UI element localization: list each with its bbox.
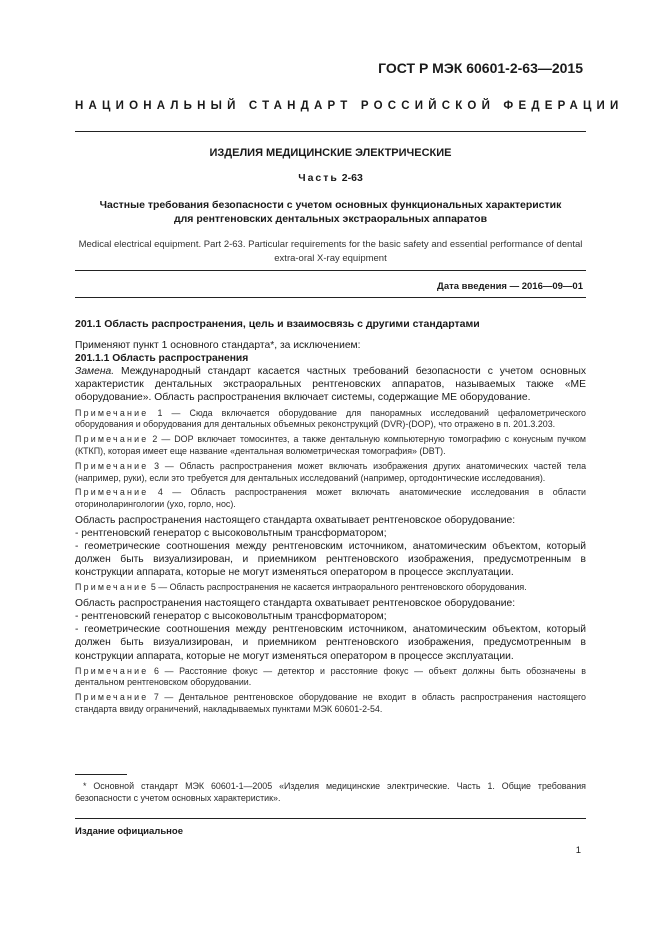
official-edition-label: Издание официальное [75,826,183,837]
replacement-label: Замена. [75,366,115,378]
note-text: 6 — Расстояние фокус — детектор и расстояние фокус — объект должны быть обозначены в дентальном рентгеновском оборудовании. [75,665,586,688]
note-text: 7 — Дентальное рентгеновское оборудование не входит в область распространения настоящего стандарта ввиду ограничений, накладываемых пунктами МЭК 60601-2-54. [75,692,586,715]
note-text: 2 — DOP включает томосинтез, а также дентальную компьютерную томографию с конусным пучком (КТКП), которая имеет еще название «дентальная волюметрическая томография» (DBT). [75,434,586,456]
scope-item-generator: - рентгеновский генератор с высоковольтным трансформатором; [75,528,387,540]
scope-paragraph: Область распространения настоящего стандарта охватывает рентгеновское оборудование: [75,514,516,526]
note-text: 1 — Сюда включается оборудование для панорамных исследований цефалометрического оборудования и оборудования для дентальных объемных реконструкций (DVR)-(DOP), что отражено в п. 201.3.203. [75,407,586,430]
document-subtitle [60,198,601,226]
national-standard-heading: НАЦИОНАЛЬНЫЙ СТАНДАРТ РОССИЙСКОЙ ФЕДЕРАЦИИ [75,100,624,112]
apply-paragraph: Применяют пункт 1 основного стандарта*, за исключением: [75,340,361,352]
note-label: Примечание [75,582,149,593]
subtitle-line-2: для рентгеновских дентальных экстраоральных аппаратов [173,213,488,225]
scope-item-geometry: - геометрические соотношения между рентгеновским источником, анатомическим объектом, который должен быть визуализирован, и приемником рентгеновского изображения, предусмотренным в конструкции аппарата, которые не могут изменяться оператором в процессе эксплуатации. [75,541,586,579]
english-title-line-1: Medical electrical equipment. Part 2-63. Particular requirements for the basic safety and essential performance of dental [78,239,583,250]
note-6 [75,666,586,690]
note-text: 3 — Область распространения может включать изображения других анатомических частей тела (например, руки), если это требуется для дентальных исследований (например, ортодонтические исследования). [75,460,586,483]
note-3 [75,461,586,485]
scope-item-geometry-repeat: - геометрические соотношения между рентгеновским источником, анатомическим объектом, который должен быть визуализирован, и приемником рентгеновского изображения, предусмотренным в конструкции аппарата, которые не могут изменяться оператором в процессе эксплуатации. [75,624,586,662]
english-title [40,238,621,266]
note-7 [75,692,586,716]
replacement-text: Международный стандарт касается частных требований безопасности с учетом основных характеристик дентальных экстраоральных рентгеновских аппаратов, называемых также «МЕ оборудование». Область распространения включает системы, содержащие МЕ оборудование. [75,366,586,404]
replacement-paragraph [75,365,586,404]
footnote-divider [75,774,127,775]
footnote: * Основной стандарт МЭК 60601-1—2005 «Изделия медицинские электрические. Часть 1. Общие требования безопасности с учетом основных характеристик». [75,781,586,803]
english-title-line-2: extra-oral X-ray equipment [274,253,387,264]
note-label: Примечание [75,407,149,418]
note-2 [75,434,586,458]
document-code: ГОСТ Р МЭК 60601-2-63—2015 [378,60,583,76]
note-5 [75,582,586,594]
note-4 [75,487,586,511]
note-label: Примечание [75,434,149,445]
scope-paragraph-repeat: Область распространения настоящего стандарта охватывает рентгеновское оборудование: [75,598,516,610]
note-label: Примечание [75,460,149,471]
part-heading [75,172,586,184]
note-label: Примечание [75,692,149,703]
note-label: Примечание [75,487,149,498]
document-title: ИЗДЕЛИЯ МЕДИЦИНСКИЕ ЭЛЕКТРИЧЕСКИЕ [209,147,452,159]
note-text: 5 — Область распространения не касается интраорального рентгеновского оборудования. [148,582,527,593]
date-divider [75,270,586,271]
scope-item-generator-repeat: - рентгеновский генератор с высоковольтным трансформатором; [75,611,387,623]
part-word: Часть [298,172,339,184]
document-body [75,318,586,719]
note-text: 4 — Область распространения может включать анатомические исследования в области оториноларингологии (ухо, горло, нос). [75,487,586,510]
note-label: Примечание [75,665,149,676]
body-divider [75,297,586,298]
part-number: 2-63 [341,172,363,184]
page-number: 1 [575,845,581,856]
introduction-date: Дата введения — 2016—09—01 [437,281,583,292]
subtitle-line-1: Частные требования безопасности с учетом основных функциональных характеристик [99,199,562,211]
note-1 [75,408,586,432]
section-heading: 201.1 Область распространения, цель и взаимосвязь с другими стандартами [75,318,480,330]
subsection-heading: 201.1.1 Область распространения [75,353,249,365]
top-divider [75,131,586,132]
footer-divider [75,818,586,819]
